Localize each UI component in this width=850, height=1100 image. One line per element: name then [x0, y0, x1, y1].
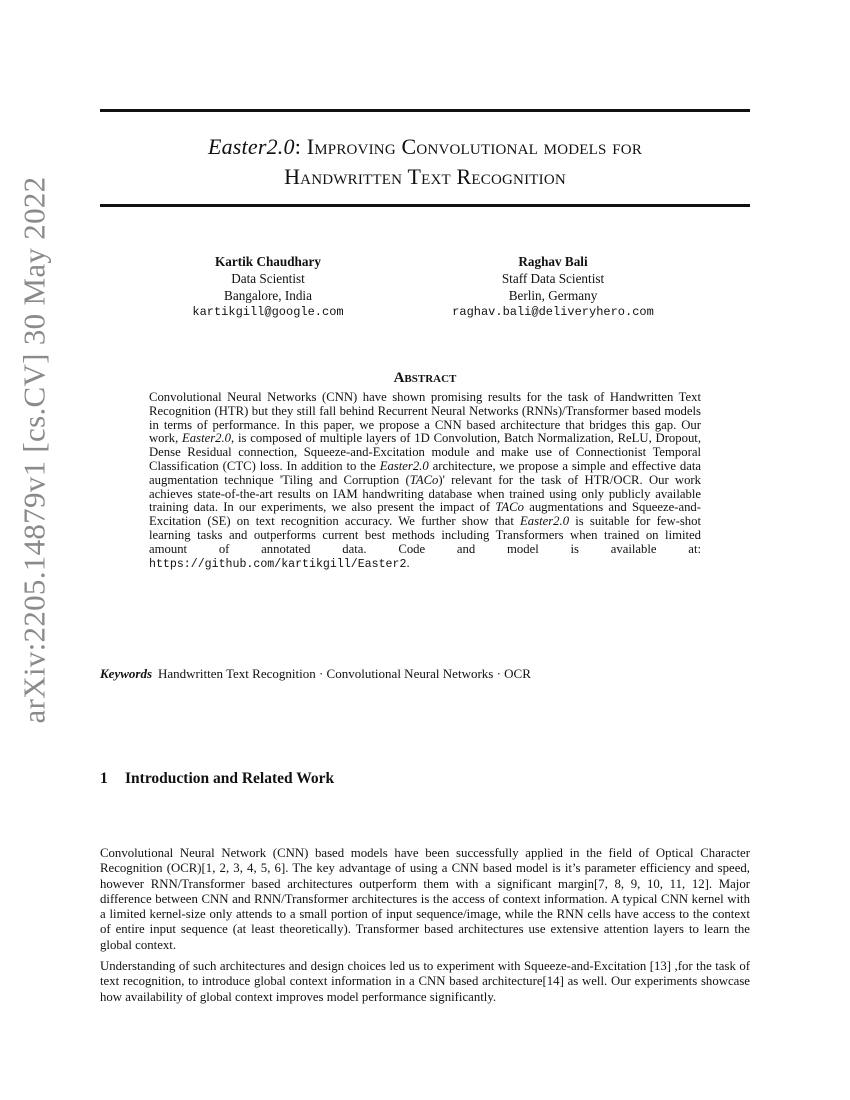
- keywords-line: [100, 666, 531, 682]
- author-role: Staff Data Scientist: [501, 271, 605, 286]
- abstract-math: TACo: [495, 500, 524, 515]
- section-number: 1: [100, 770, 108, 787]
- paragraph: Convolutional Neural Network (CNN) based models have been successfully applied in the field of Optical Character Recognition (OCR)[1, 2, 3, 4, 5, 6]. The key advantage of using a CNN based model is it’s parameter efficiency and speed, however RNN/Transformer based architectures outperform them with a significant margin[7, 8, 9, 10, 11, 12]. Major difference between CNN and RNN/Transformer architectures is the access of context information. A typical CNN kernel with a limited kernel-size only attends to a small portion of input sequence/image, while the RNN cells have access to the context of entire input sequence (at least theoretically). Transformer based architectures use extensive attention layers to learn the global context.: [100, 846, 750, 952]
- keywords-label: Keywords: [100, 666, 152, 681]
- title-line-2: Handwritten Text Recognition: [284, 164, 566, 189]
- arxiv-side-stamp: [4, 100, 64, 800]
- abstract-text: )' relevant for the task of HTR/OCR. Our work achieves state-of-the-art results on IAM handwriting database when trained using only publicly available training data. In our experiments, we also present the impact of: [149, 472, 701, 515]
- abstract-text: Convolutional Neural Networks (CNN) have shown promising results for the task of Handwritten Text Recognition (HTR) but they still fall behind Recurrent Neural Networks (RNNs)/Transformer based models in terms of performance. In this paper, we propose a CNN based architecture that bridges this gap. Our work,: [149, 390, 701, 446]
- abstract-body: [149, 391, 701, 571]
- abstract-text: .: [406, 555, 410, 570]
- abstract-math: Easter2.0: [182, 431, 232, 446]
- abstract-text: augmentations and Squeeze-and-Excitation (SE) on text recognition accuracy. We further show that: [149, 500, 701, 529]
- author-email[interactable]: kartikgill@google.com: [192, 305, 344, 319]
- author-email[interactable]: raghav.bali@deliveryhero.com: [452, 305, 654, 319]
- keywords-text: Handwritten Text Recognition · Convolutional Neural Networks · OCR: [158, 666, 531, 681]
- author-location: Bangalore, India: [224, 288, 312, 303]
- abstract-text: is suitable for few-shot learning tasks and outperforms current best methods including Transformers when trained on limited amount of annotated data. Code and model is available at:: [149, 514, 701, 556]
- abstract-text: , is composed of multiple layers of 1D Convolution, Batch Normalization, ReLU, Dropout, Dense Residual connection, Squeeze-and-Excitation module and make use of Connectionist Temporal Classification (CTC) loss. In addition to the: [149, 431, 701, 473]
- author-block-2: [440, 253, 666, 321]
- abstract-heading: Abstract: [393, 370, 457, 386]
- author-location: Berlin, Germany: [508, 288, 598, 303]
- title-line-1: Easter2.0: Improving Convolutional models for: [207, 134, 643, 159]
- author-name: Raghav Bali: [518, 254, 588, 269]
- paragraph: Understanding of such architectures and design choices led us to experiment with Squeeze-and-Excitation [13] ,for the task of text recognition, to introduce global context information in a CNN based architecture[14] as well. Our experiments showcase how availability of global context improves model performance significantly.: [100, 959, 750, 1004]
- arxiv-identifier: arXiv:2205.14879v1 [cs.CV] 30 May 2022: [16, 176, 52, 724]
- title-model-name: Easter2.0: [207, 134, 295, 159]
- section-title: Introduction and Related Work: [125, 770, 335, 787]
- code-url-link[interactable]: https://github.com/kartikgill/Easter2: [149, 557, 407, 571]
- abstract-text: architecture, we propose a simple and effective data augmentation technique 'Tiling and Corruption (: [149, 458, 701, 487]
- abstract-math: TACo: [409, 472, 439, 487]
- abstract-math: Easter2.0: [379, 458, 429, 473]
- author-role: Data Scientist: [231, 271, 305, 286]
- paper-title: [100, 132, 750, 192]
- author-name: Kartik Chaudhary: [215, 254, 321, 269]
- abstract-math: Easter2.0: [520, 514, 570, 529]
- section-heading: [100, 770, 334, 788]
- title-line-1-text: Improving Convolutional models for: [306, 134, 643, 159]
- title-top-rule: [100, 109, 750, 112]
- title-bottom-rule: [100, 204, 750, 207]
- author-block-1: [168, 253, 368, 321]
